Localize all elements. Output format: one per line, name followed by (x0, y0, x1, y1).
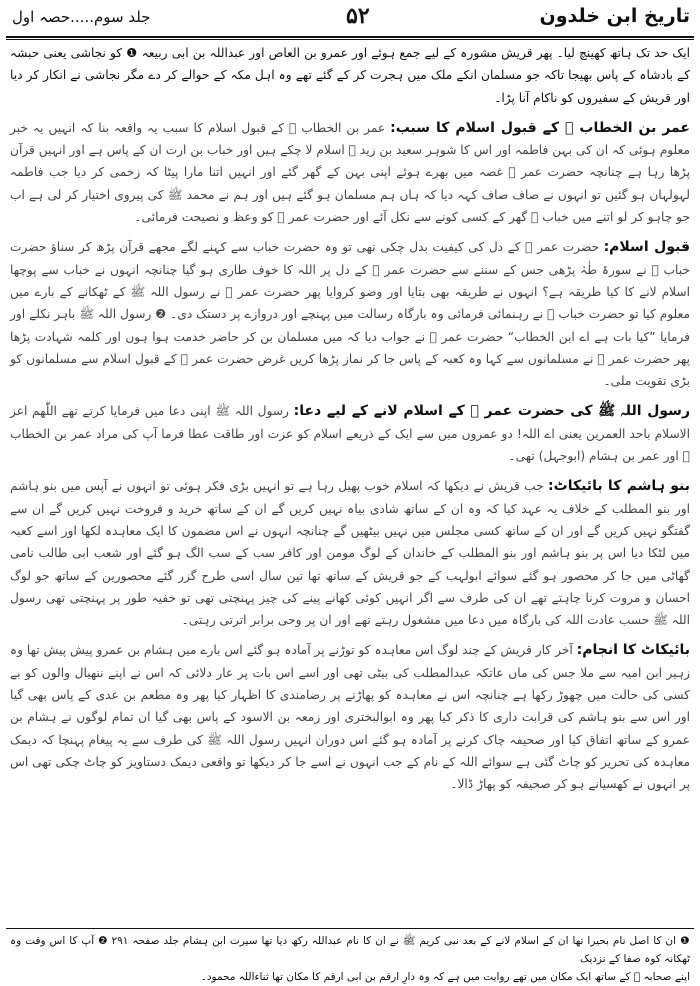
section-heading: قبول اسلام: (603, 239, 690, 256)
section-heading: رسول اللہ ﷺ کی حضرت عمر ﷜ کے اسلام لانے کے لیے دعا: (293, 403, 691, 420)
section-heading: بنو ہاشم کا بائیکاٹ: (548, 478, 690, 495)
book-title: تاریخ ابن خلدون (539, 5, 690, 27)
footnotes (10, 932, 690, 983)
paragraph-acceptance (10, 236, 690, 392)
paragraph-text: آخر کار قریش کے چند لوگ اس معاہدہ کو توڑنے پر آمادہ ہو گئے اس بارے میں ہشام بن عمرو پیش پیش تھا وہ زہیر ابن امیہ سے ملا جس کی ماں عاتکہ عبدالمطلب کی بیٹی تھی اور اسے اس بات پر عار دلائی کہ اس نے اپنے ننھیال والوں کو بے کسی کی حالت میں چھوڑ رکھا ہے چنانچہ اس نے معاہدہ کو پھاڑنے پر رضامندی کا اظہار کیا پھر وہ مطعم بن عدی کے پاس بھی گیا اور اس سے بنو ہاشم کی قرابت داری کا ذکر کیا پھر وہ ابوالبختری اور زمعہ بن الاسود کے پاس بھی گیا ان تمام لوگوں نے ہشام بن عمرو کے ساتھ اتفاق کیا اور صحیفہ چاک کرنے پر آمادہ ہو گئے اس دوران انہیں رسول اللہ ﷺ کی طرف سے یہ پیغام پہنچا کہ دیمک معاہدہ کی تحریر کو چاٹ گئی ہے سوائے اللہ کے نام کے جب انہوں نے اسے جا کر دیکھا تو واقعی دیمک دستاویز کو چاٹ چکی تھی اس پر انہوں نے کھسیانے ہو کر صحیفہ کو پھاڑ ڈالا۔ (10, 643, 690, 792)
paragraph-text: رسول اللہ ﷺ اپنی دعا میں فرمایا کرتے تھے اللّٰھم اعز الاسلام باحد العمرین یعنی اے اللہ! دو عمروں میں سے ایک کے ذریعے اسلام کو عزت اور طاقت عطا فرما آپ کی مراد عمر بن الخطاب ﷜ اور عمر بن ہشام (ابوجہل) تھی۔ (10, 404, 690, 464)
paragraph-text: ایک حد تک ہاتھ کھینچ لیا۔ پھر قریش مشورہ کے لیے جمع ہوئے اور عمرو بن العاص اور عبداللہ بن ابی ربیعہ ❶ کو نجاشی یعنی حبشہ کے بادشاہ کے پاس بھیجا تاکہ جو مسلمان انکے ملک میں ہجرت کر کے گئے تھے وہ اہل مکہ کے حوالے کر دے مگر نجاشی نے انکار کر دیا اور قریش کے سفیروں کو ناکام آنا پڑا۔ (10, 46, 690, 105)
section-heading: عمر بن الخطاب ﷜ کے قبول اسلام کا سبب: (390, 119, 690, 136)
paragraph-text: عمر بن الخطاب ﷜ کے قبول اسلام کا سبب یہ واقعہ بنا کہ انہیں یہ خبر معلوم ہوئی کہ ان کی بہن فاطمہ اور اس کا شوہر سعید بن زید ﷜ اسلام لا چکے ہیں اور خباب بن ارت ان کے پاس ہے اور انہیں قرآن پڑھا رہا ہے چنانچہ حضرت عمر ﷜ غصہ میں بھرے ہوئے اپنی بہن کے گھر گئے اور انہیں اتنا مارا پیٹا کہ زخمی کر دیا جب فاطمہ لہولہان ہو گئیں تو انہوں نے صاف صاف کہہ دیا کہ ہاں ہم مسلمان ہو گئے ہیں اور ہم نے محمد ﷺ کی پیروی اختیار کر لی ہے اب جو چاہو کر لو اتنے میں خباب ﷜ گھر کے کسی کونے سے نکل آئے اور حضرت عمر ﷜ کو وعظ و نصیحت فرمائی۔ (10, 120, 690, 225)
page-number: ۵۲ (346, 3, 370, 29)
paragraph-prayer (10, 400, 690, 467)
header-rule-thin (6, 39, 694, 40)
header-rule (6, 36, 694, 38)
page-header (6, 2, 694, 36)
footnote-line-2: اپنے صحابہ ﷜ کے ساتھ ایک مکان میں تھے روایت میں ہے کہ وہ دارِ ارقم بن ابی ارقم کا مکان تھا ثناءاللہ محمود۔ (200, 971, 690, 983)
paragraph-intro (10, 42, 690, 109)
paragraph-boycott (10, 475, 690, 631)
paragraph-text: جب قریش نے دیکھا کہ اسلام خوب پھیل رہا ہے تو انہیں بڑی فکر ہوئی تو انہوں نے آپس میں بنو ہاشم اور بنو المطلب کے خلاف یہ عہد کیا کہ وہ ان کے ساتھ شادی بیاہ نہیں کریں گے ان کے ساتھ خرید و فروخت نہیں کریں گے ان سے گفتگو نہیں کریں گے اور ان کے ساتھ کسی مجلس میں نہیں بیٹھیں گے چنانچہ انہوں نے اس مضمون کا ایک معاہدہ لکھا اور اسے کعبہ میں لٹکا دیا اس پر بنو ہاشم اور بنو المطلب کے خاندان کے لوگ مومن اور کافر سب کے سب الگ ہو گئے اور شعب ابی طالب نامی گھاٹی میں جا کر محصور ہو گئے سوائے ابولہب کے جو قریش کے ساتھ تھا تین سال اسی طرح گزر گئے محصورین کے ساتھ جو لوگ احسان و مروت کرنا چاہتے تھے ان کی طرف سے اگر انہیں کوئی کھانے پینے کی چیز پہنچتی تھی تو خفیہ طور پر پہنچتی تھی رسول اللہ ﷺ حسب عادت اللہ کی بارگاہ میں دعا میں مشغول رہتے تھے اور ان پر وحی برابر اترتی رہتی۔ (10, 479, 690, 628)
section-heading: بائیکاٹ کا انجام: (576, 642, 690, 659)
paragraph-text: حضرت عمر ﷜ کے دل کی کیفیت بدل چکی تھی تو وہ حضرت خباب سے کہنے لگے مجھے قرآن پڑھ کر سناؤ حضرت خباب ﷜ نے سورۂ طٰہٰ پڑھی جس کے سننے سے حضرت عمر ﷜ کے دل پر اللہ کا خوف طاری ہو گیا چنانچہ انہوں نے خباب سے پوچھا اسلام لانے کا کیا طریقہ ہے؟ انہوں نے طریقہ بھی بتایا اور وضو کروایا پھر حضرت عمر ﷜ نے رسول اللہ ﷺ کے ٹھکانے کے بارے میں معلوم کیا تو حضرت خباب ﷜ نے رہنمائی فرمائی وہ بارگاہ رسالت میں پہنچے اور دروازے پر دستک دی۔ ❷ رسول اللہ ﷺ باہر نکلے اور فرمایا ”کیا بات ہے اے ابن الخطاب“ حضرت عمر ﷜ نے جواب دیا کہ میں مسلمان بن کر حاضر خدمت ہوا ہوں اور کلمہ شہادت پڑھا پھر حضرت عمر ﷜ نے مسلمانوں سے کہا وہ کعبہ کے پاس جا کر نماز پڑھا کریں غرض حضرت عمر ﷜ کے قبول اسلام سے مسلمانوں کو بڑی تقویت ملی۔ (10, 240, 690, 389)
volume-label: جلد سوم.....حصہ اول (12, 8, 151, 26)
main-text (10, 42, 690, 927)
footnote-line-1: ❶ ان کا اصل نام بحیرا تھا ان کے اسلام لانے کے بعد نبی کریم ﷺ نے ان کا نام عبداللہ رکھ دیا تھا سیرت ابن ہشام جلد صفحہ ۲۹۱ ❷ آپ کا اس وقت وہ ٹھکانہ کوہ صفا کے نزدیک (10, 935, 690, 965)
paragraph-umar-reason (10, 117, 690, 228)
paragraph-boycott-end (10, 639, 690, 795)
footnote-rule (6, 928, 694, 929)
